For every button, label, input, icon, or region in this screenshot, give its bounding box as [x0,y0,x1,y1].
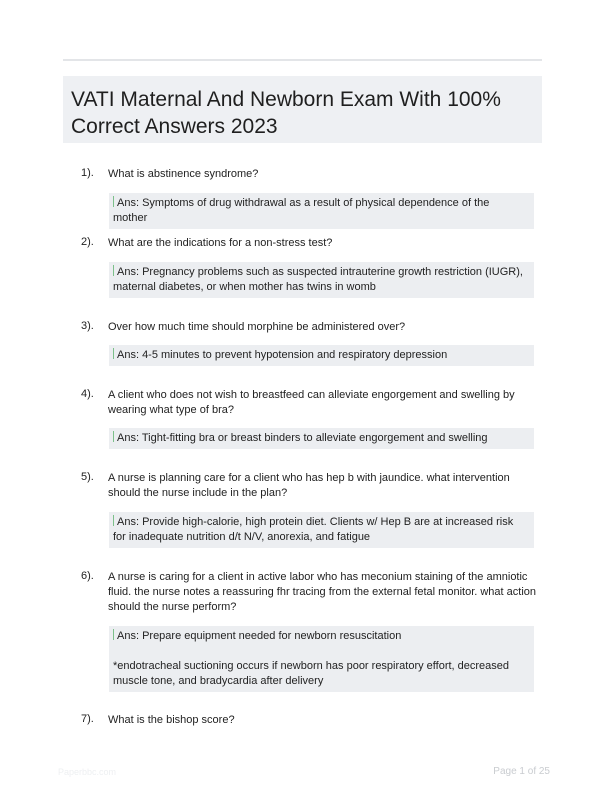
answer-marker [113,515,114,526]
answer-box [109,626,534,692]
answer-marker [113,196,114,207]
title-banner [63,76,542,143]
question-text: What are the indications for a non-stress test? [108,237,333,249]
answer-note: *endotracheal suctioning occurs if newborn has poor respiratory effort, decreased muscle tone, and bradycardia after delivery [113,660,510,687]
answer-text: Ans: Pregnancy problems such as suspected intrauterine growth restriction (IUGR), maternal diabetes, or when mother has twins in womb [113,266,523,293]
answer-box [109,262,534,298]
answer-marker [113,629,114,640]
question-number: 4). [81,388,94,400]
answer-marker [113,265,114,276]
question-number: 1). [81,167,94,179]
question-text: Over how much time should morphine be administered over? [108,321,406,333]
answer-text: Ans: 4-5 minutes to prevent hypotension and respiratory depression [117,349,448,361]
top-divider [63,59,542,61]
answer-text: Ans: Tight-fitting bra or breast binders to alleviate engorgement and swelling [117,432,488,444]
question-number: 6). [81,570,94,582]
answer-box [109,193,534,229]
title-line-2: Correct Answers 2023 [71,115,278,138]
answer-text: Ans: Symptoms of drug withdrawal as a result of physical dependence of the mother [113,197,490,224]
question-text: A nurse is planning care for a client who has hep b with jaundice. what intervention should the nurse include in the plan? [108,472,510,499]
question-number: 3). [81,320,94,332]
document-title [71,86,534,140]
answer-box [109,512,534,548]
watermark-text: Paperbbc.com [58,767,117,777]
question-number: 2). [81,236,94,248]
question-text: A nurse is caring for a client in active labor who has meconium staining of the amniotic fluid. the nurse notes a reassuring fhr tracing from the external fetal monitor. what action should the nurse perform? [108,571,537,613]
answer-text: Ans: Prepare equipment needed for newborn resuscitation [117,630,402,642]
answer-marker [113,348,114,359]
question-number: 5). [81,471,94,483]
question-text: A client who does not wish to breastfeed can alleviate engorgement and swelling by wearing what type of bra? [108,389,515,416]
answer-text: Ans: Provide high-calorie, high protein diet. Clients w/ Hep B are at increased risk for inadequate nutrition d/t N/V, anorexia, and fatigue [113,516,514,543]
question-number: 7). [81,713,94,725]
question-text: What is the bishop score? [108,714,235,726]
answer-box [109,428,534,449]
title-line-1: VATI Maternal And Newborn Exam With 100% [71,88,501,111]
question-text: What is abstinence syndrome? [108,168,259,180]
page-indicator: Page 1 of 25 [493,766,550,777]
answer-marker [113,431,114,442]
answer-box [109,345,534,366]
